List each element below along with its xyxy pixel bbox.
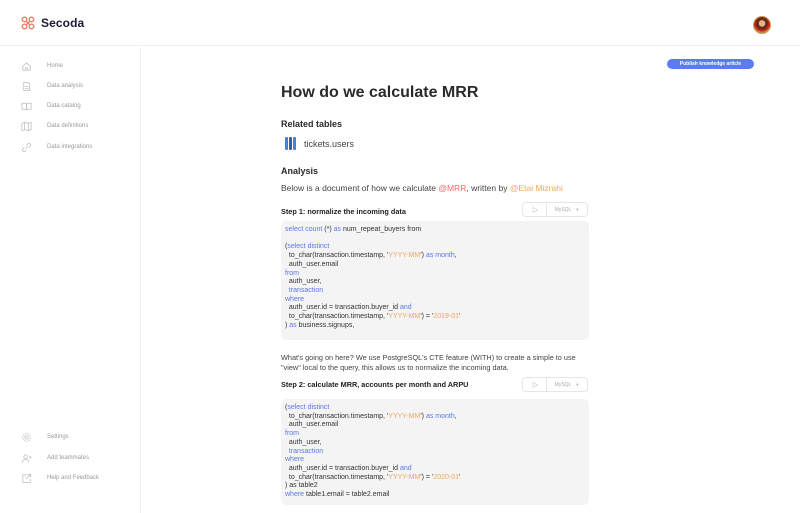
code-line: from xyxy=(285,430,299,438)
code-line: auth_user.id = transaction.buyer_id and xyxy=(285,464,412,472)
code-line: auth_user, xyxy=(285,438,322,446)
code-line: auth_user.email xyxy=(285,260,339,268)
analysis-heading: Analysis xyxy=(281,166,319,176)
sidebar-item-add-teammates[interactable] xyxy=(0,448,141,468)
code-line: where xyxy=(285,295,305,303)
sidebar-item-data-catalog[interactable] xyxy=(0,96,141,116)
related-table-name: tickets.users xyxy=(304,138,355,149)
code-line: to_char(transaction.timestamp, 'YYYY-MM') = '2020-01' xyxy=(285,473,461,481)
map-icon xyxy=(21,121,32,132)
language-label: MySQL xyxy=(554,381,572,388)
related-table-item[interactable] xyxy=(285,137,354,150)
book-icon xyxy=(21,101,32,112)
sidebar xyxy=(0,47,141,513)
chevron-down-icon: ▼ xyxy=(575,382,580,387)
sidebar-item-data-definitions[interactable] xyxy=(0,116,141,136)
code-line xyxy=(285,235,585,244)
play-icon xyxy=(532,382,538,388)
step-1-title: Step 1: normalize the incoming data xyxy=(281,207,406,216)
add-user-icon xyxy=(21,453,32,464)
gear-icon xyxy=(21,432,32,443)
code-block-step-1[interactable] xyxy=(281,221,589,340)
page-title: How do we calculate MRR xyxy=(281,84,479,101)
app-name: Secoda xyxy=(41,16,85,30)
step-2-query-controls xyxy=(522,377,588,392)
related-tables-heading: Related tables xyxy=(281,119,343,129)
code-line: auth_user.id = transaction.buyer_id and xyxy=(285,304,412,312)
code-line: to_char(transaction.timestamp, 'YYYY-MM') = '2019-01' xyxy=(285,313,461,321)
top-bar xyxy=(0,0,800,46)
sidebar-item-label: Home xyxy=(47,63,64,69)
code-line: transaction xyxy=(285,447,324,455)
metric-mention-link[interactable]: @MRR xyxy=(438,183,467,193)
code-line: (select distinct xyxy=(285,243,330,251)
code-line: (select distinct xyxy=(285,404,330,411)
code-line: to_char(transaction.timestamp, 'YYYY-MM') as month, xyxy=(285,252,457,260)
analysis-intro xyxy=(281,183,563,193)
intro-text: Below is a document of how we calculate xyxy=(281,183,439,193)
code-line: transaction xyxy=(285,286,324,294)
document-icon xyxy=(21,81,32,92)
avatar[interactable] xyxy=(753,16,771,34)
sidebar-item-label: Data analysis xyxy=(47,83,84,89)
table-icon xyxy=(285,137,296,150)
sidebar-item-settings[interactable] xyxy=(0,427,141,447)
step-2-title: Step 2: calculate MRR, accounts per month and ARPU xyxy=(281,380,469,389)
intro-text: , written by xyxy=(466,183,510,193)
link-icon xyxy=(21,142,32,153)
code-block-step-2[interactable] xyxy=(281,399,589,505)
publish-knowledge-article-button[interactable]: Publish knowledge article xyxy=(667,59,754,69)
code-line: auth_user.email xyxy=(285,421,339,429)
sidebar-item-data-integrations[interactable] xyxy=(0,137,141,157)
code-line: to_char(transaction.timestamp, 'YYYY-MM') as month, xyxy=(285,412,457,420)
logo[interactable] xyxy=(21,16,84,30)
sidebar-item-home[interactable] xyxy=(0,56,141,76)
sidebar-item-label: Data integrations xyxy=(47,144,93,150)
code-line: auth_user, xyxy=(285,278,322,286)
code-line: ) as table2 xyxy=(285,482,318,490)
home-icon xyxy=(21,61,32,72)
code-line: where table1.email = table2.email xyxy=(285,491,390,499)
sidebar-item-label: Help and Feedback xyxy=(47,475,100,481)
user-mention-link[interactable]: @Etai Mizrahi xyxy=(509,183,563,193)
sidebar-item-label: Data definitions xyxy=(47,123,89,129)
run-query-button[interactable] xyxy=(523,203,547,216)
code-line: from xyxy=(285,269,299,277)
run-query-button[interactable] xyxy=(523,378,547,391)
sidebar-item-label: Settings xyxy=(47,434,69,440)
language-select[interactable] xyxy=(547,203,587,216)
sidebar-item-help-feedback[interactable] xyxy=(0,468,141,488)
code-line: where xyxy=(285,456,305,464)
language-select[interactable] xyxy=(547,378,587,391)
language-label: MySQL xyxy=(554,206,572,213)
explanation-text: What's going on here? We use PostgreSQL's CTE feature (WITH) to create a simple to use "view" local to the query, this allows us to normalize the incoming data. xyxy=(281,353,576,372)
chevron-down-icon: ▼ xyxy=(575,207,580,212)
code-line: ) as business.signups, xyxy=(285,321,355,329)
secoda-logo-icon xyxy=(21,16,35,30)
play-icon xyxy=(532,207,538,213)
code-line: select count (*) as num_repeat_buyers from xyxy=(285,226,422,233)
sidebar-item-label: Add teammates xyxy=(47,455,90,461)
sidebar-item-label: Data catalog xyxy=(47,103,81,109)
external-link-icon xyxy=(21,473,32,484)
sidebar-item-data-analysis[interactable] xyxy=(0,76,141,96)
step-1-query-controls xyxy=(522,202,588,217)
